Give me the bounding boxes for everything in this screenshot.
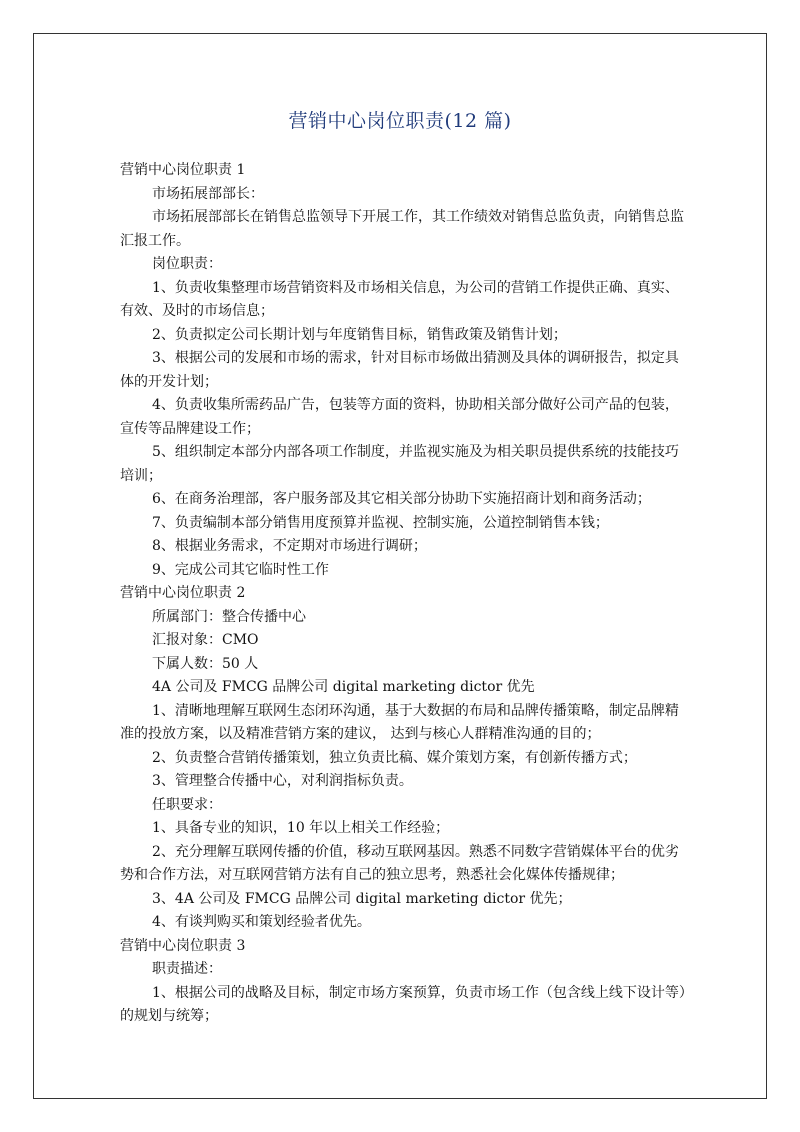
paragraph: 职责描述：: [152, 961, 222, 977]
list-item: 2、充分理解互联网传播的价值，移动互联网基因。熟悉不同数字营销媒体平台的优劣势和合作方法，对互联网营销方法有自己的独立思考，熟悉社会化媒体传播规律；: [120, 843, 679, 883]
paragraph: 4A 公司及 FMCG 品牌公司 digital marketing dictor 优先: [152, 679, 535, 695]
list-item: 4、有谈判购买和策划经验者优先。: [152, 914, 371, 930]
list-item: 7、负责编制本部分销售用度预算并监视、控制实施，公道控制销售本钱；: [152, 514, 609, 531]
list-item: 1、具备专业的知识，10 年以上相关工作经验；: [152, 820, 450, 836]
paragraph: 市场拓展部部长：: [152, 185, 264, 202]
paragraph: 岗位职责：: [152, 256, 222, 272]
list-item: 5、组织制定本部分内部各项工作制度，并监视实施及为相关职员提供系统的技能技巧培训；: [120, 444, 679, 484]
list-item: 3、管理整合传播中心，对利润指标负责。: [152, 773, 413, 789]
list-item: 9、完成公司其它临时性工作: [152, 561, 329, 578]
paragraph: 任职要求：: [152, 796, 222, 813]
paragraph: 下属人数：50 人: [152, 655, 259, 672]
list-item: 2、负责拟定公司长期计划与年度销售目标，销售政策及销售计划；: [152, 326, 567, 343]
list-item: 8、根据业务需求，不定期对市场进行调研；: [152, 538, 427, 554]
paragraph: 所属部门：整合传播中心: [152, 608, 306, 625]
list-item: 4、负责收集所需药品广告，包装等方面的资料，协助相关部分做好公司产品的包装，宣传等品牌建设工作；: [120, 397, 679, 437]
list-item: 3、根据公司的发展和市场的需求，针对目标市场做出猜测及具体的调研报告，拟定具体的开发计划；: [120, 350, 679, 390]
list-item: 1、清晰地理解互联网生态闭环沟通，基于大数据的布局和品牌传播策略，制定品牌精准的投放方案，以及精准营销方案的建议， 达到与核心人群精准沟通的目的；: [120, 702, 679, 742]
list-item: 6、在商务治理部，客户服务部及其它相关部分协助下实施招商计划和商务活动；: [152, 491, 651, 507]
list-item: 2、负责整合营销传播策划，独立负责比稿、媒介策划方案，有创新传播方式；: [152, 749, 637, 766]
list-item: 1、根据公司的战略及目标，制定市场方案预算，负责市场工作（包含线上线下设计等）的规划与统筹；: [120, 984, 686, 1024]
section-heading-1: 营销中心岗位职责 1: [120, 162, 246, 178]
document-title: 营销中心岗位职责(12 篇): [288, 110, 512, 132]
section-heading-3: 营销中心岗位职责 3: [120, 937, 246, 954]
section-heading-2: 营销中心岗位职责 2: [120, 585, 246, 601]
list-item: 1、负责收集整理市场营销资料及市场相关信息，为公司的营销工作提供正确、真实、有效、及时的市场信息；: [120, 279, 679, 319]
paragraph: 市场拓展部部长在销售总监领导下开展工作，其工作绩效对销售总监负责，向销售总监汇报工作。: [120, 209, 684, 249]
list-item: 3、4A 公司及 FMCG 品牌公司 digital marketing dictor 优先；: [152, 890, 572, 907]
paragraph: 汇报对象：CMO: [152, 632, 259, 648]
document-body: [120, 159, 686, 1029]
